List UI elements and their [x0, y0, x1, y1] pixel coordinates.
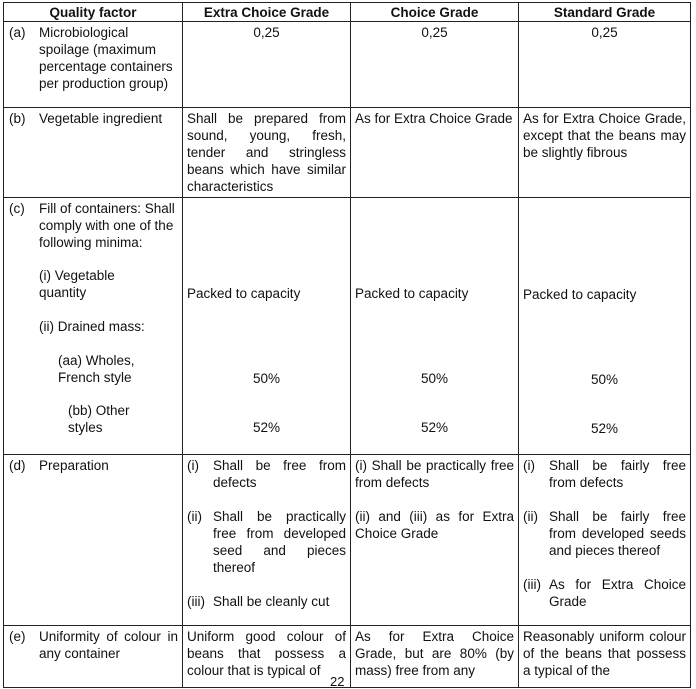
list-item: (iii) Shall be cleanly cut	[187, 594, 330, 609]
extra-aa-value: 50%	[252, 371, 281, 386]
row-fill-of-containers	[4, 198, 691, 455]
choice-vq-value: Packed to capacity	[355, 286, 469, 301]
header-quality-factor: Quality factor	[4, 3, 183, 22]
factor-cell	[4, 22, 183, 108]
extra-preparation-cell	[183, 455, 351, 626]
page-number: 22	[330, 674, 345, 689]
standard-value: 0,25	[519, 22, 691, 108]
row-label: (a)	[9, 25, 26, 40]
extra-fill-cell	[183, 198, 351, 455]
extra-vq-value: Packed to capacity	[187, 286, 301, 301]
extra-value: 0,25	[183, 22, 351, 108]
factor-cell	[4, 455, 183, 626]
list-item: (ii) Shall be practically free from developed seed and pieces thereof	[187, 509, 346, 575]
choice-value: As for Extra Choice Grade, but are 80% (by mass) free from any	[351, 626, 519, 688]
factor-text: Vegetable ingredient	[39, 111, 163, 126]
factor-cell	[4, 108, 183, 198]
other-styles-text: (bb) Other styles	[68, 403, 130, 435]
row-label: (d)	[9, 458, 26, 473]
factor-text: Uniformity of colour in any container	[39, 629, 178, 661]
choice-value: 0,25	[351, 22, 519, 108]
list-item: (i) Shall be fairly free from defects	[523, 458, 686, 490]
extra-bb-value: 52%	[252, 420, 281, 435]
standard-vq-value: Packed to capacity	[523, 287, 637, 302]
standard-aa-value: 50%	[590, 372, 619, 387]
choice-value: As for Extra Choice Grade	[351, 108, 519, 198]
extra-value: Shall be prepared from sound, young, fresh, tender and stringless beans which have similar characteristics	[183, 108, 351, 198]
grading-table	[3, 2, 691, 688]
standard-value: Reasonably uniform colour of the beans that possess a typical of the	[519, 626, 691, 688]
drained-mass-label: (ii) Drained mass:	[39, 319, 145, 334]
standard-value: As for Extra Choice Grade, except that the beans may be slightly fibrous	[519, 108, 691, 198]
factor-cell	[4, 626, 183, 688]
row-label: (e)	[9, 629, 26, 644]
row-label: (b)	[9, 111, 26, 126]
header-choice: Choice Grade	[351, 3, 519, 22]
wholes-label: (aa) Wholes, French style	[58, 353, 135, 385]
row-microbiological	[4, 22, 691, 108]
choice-preparation-cell	[351, 455, 519, 626]
row-label: (c)	[9, 201, 25, 216]
choice-fill-cell	[351, 198, 519, 455]
factor-text: Preparation	[39, 458, 109, 473]
standard-bb-value: 52%	[590, 421, 619, 436]
standard-fill-cell	[519, 198, 691, 455]
choice-prep-item-1: (i) Shall be practically free from defects	[355, 458, 514, 490]
list-item: (ii) Shall be fairly free from developed seeds and pieces thereof	[523, 509, 686, 558]
row-uniformity-of-colour	[4, 626, 691, 688]
list-item: (i) Shall be free from defects	[187, 458, 346, 490]
choice-bb-value: 52%	[420, 420, 449, 435]
factor-text: Microbiological spoilage (maximum percentage containers per production group)	[39, 25, 173, 91]
factor-text: Fill of containers: Shall comply with one of the following minima:	[39, 201, 175, 250]
vegetable-quantity-label: (i) Vegetable quantity	[39, 268, 115, 300]
header-row	[4, 3, 691, 22]
choice-prep-item-2: (ii) and (iii) as for Extra Choice Grade	[355, 509, 514, 541]
list-item: (iii) As for Extra Choice Grade	[523, 577, 686, 609]
extra-value: Uniform good colour of beans that possess a colour that is typical of	[183, 626, 351, 688]
standard-preparation-cell	[519, 455, 691, 626]
row-vegetable-ingredient	[4, 108, 691, 198]
row-preparation	[4, 455, 691, 626]
choice-aa-value: 50%	[420, 371, 449, 386]
header-standard: Standard Grade	[519, 3, 691, 22]
other-styles-label	[58, 402, 158, 436]
header-extra-choice: Extra Choice Grade	[183, 3, 351, 22]
factor-cell	[4, 198, 183, 455]
